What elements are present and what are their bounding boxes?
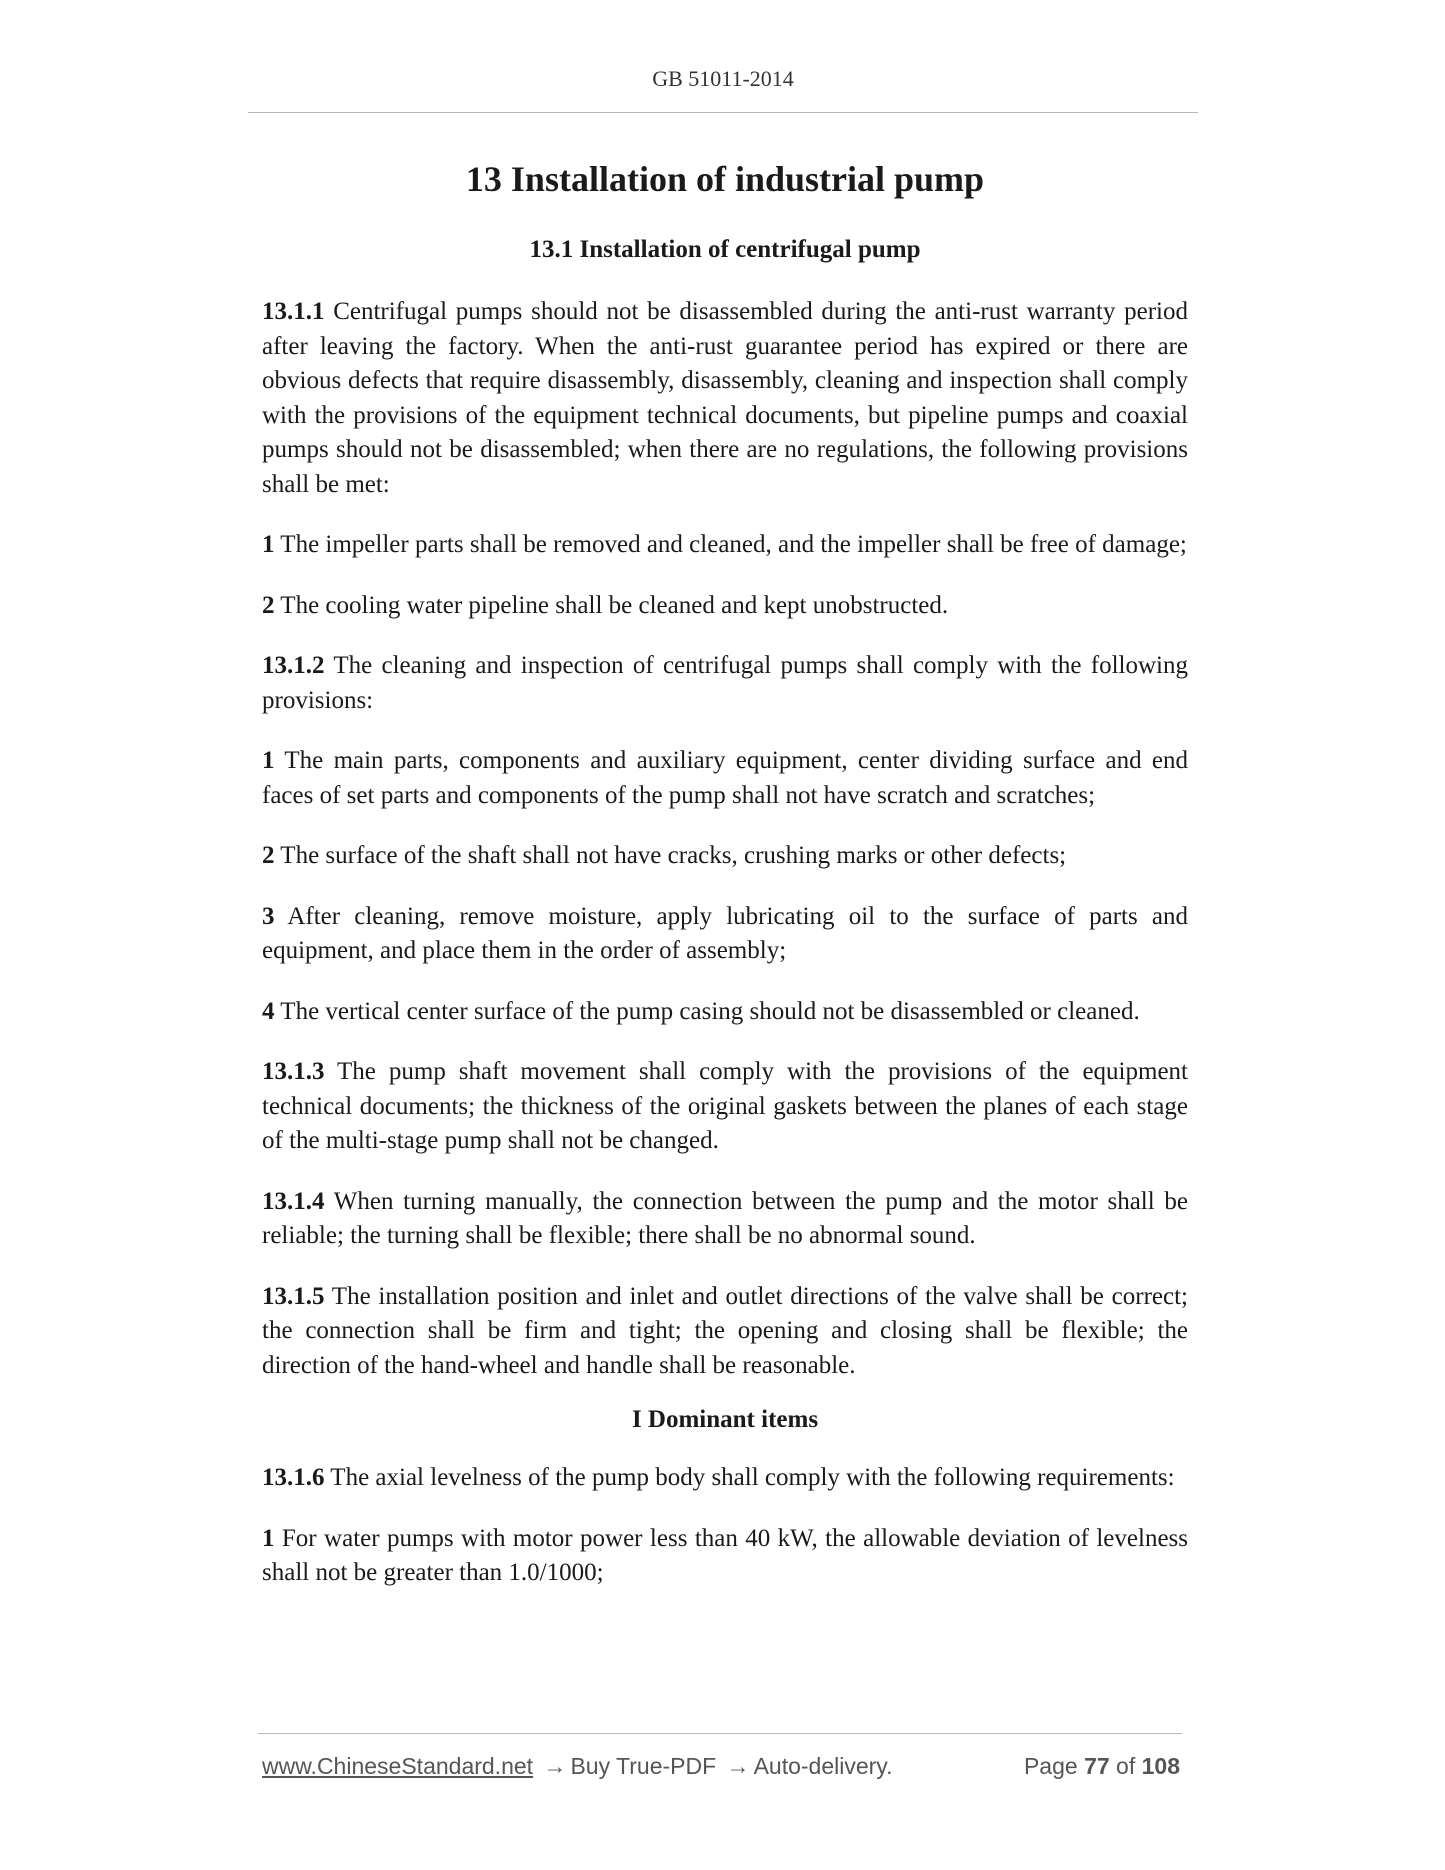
item-number: 1 xyxy=(262,747,275,775)
clause-paragraph xyxy=(262,649,1188,718)
clause-paragraph xyxy=(262,295,1188,502)
item-number: 1 xyxy=(262,1524,275,1552)
item-number: 2 xyxy=(262,842,275,870)
clause-paragraph xyxy=(262,1461,1188,1496)
subheading-dominant-items: I Dominant items xyxy=(631,1406,819,1434)
item-text: The surface of the shaft shall not have cracks, crushing marks or other defects; xyxy=(274,842,1067,870)
list-item xyxy=(262,839,1188,874)
clause-paragraph xyxy=(262,1055,1188,1159)
clause-paragraph xyxy=(262,1280,1188,1384)
item-text: The cooling water pipeline shall be cleaned and kept unobstructed. xyxy=(274,591,949,619)
clause-text: The axial levelness of the pump body shall comply with the following requirements: xyxy=(324,1464,1175,1492)
clause-number: 13.1.3 xyxy=(262,1058,325,1086)
item-number: 1 xyxy=(262,531,275,559)
arrow-right-icon: → xyxy=(543,1753,567,1779)
website-link[interactable]: www.ChineseStandard.net xyxy=(262,1753,534,1779)
buy-pdf-text: Buy True-PDF xyxy=(570,1753,717,1779)
item-number: 4 xyxy=(262,997,275,1025)
clause-text: The installation position and inlet and outlet directions of the valve shall be correct; the connection shall be firm and tight; the opening and closing shall be flexible; the direction of the hand-wheel and handle shall be reasonable. xyxy=(262,1282,1188,1379)
list-item xyxy=(262,744,1188,813)
header-divider xyxy=(248,112,1198,113)
clause-text: The cleaning and inspection of centrifugal pumps shall comply with the following provisions: xyxy=(262,652,1188,714)
clause-number: 13.1.1 xyxy=(262,298,325,326)
of-label: of xyxy=(1116,1753,1136,1779)
item-text: The main parts, components and auxiliary equipment, center dividing surface and end faces of set parts and components of the pump shall not have scratch and scratches; xyxy=(262,747,1188,809)
footer-divider xyxy=(258,1733,1182,1734)
section-title: 13.1 Installation of centrifugal pump xyxy=(529,236,921,264)
item-number: 3 xyxy=(262,902,275,930)
clause-text: Centrifugal pumps should not be disassembled during the anti-rust warranty period after leaving the factory. When the anti-rust guarantee period has expired or there are obvious defects that require disassembly, disassembly, cleaning and inspection shall comply with the provisions of the equipment technical documents, but pipeline pumps and coaxial pumps should not be disassembled; when there are no regulations, the following provisions shall be met: xyxy=(262,298,1188,498)
clause-number: 13.1.2 xyxy=(262,652,325,680)
page-label: Page xyxy=(1023,1753,1078,1779)
clause-paragraph xyxy=(262,1185,1188,1254)
document-code-header: GB 51011-2014 xyxy=(652,66,794,91)
list-item xyxy=(262,1522,1188,1591)
arrow-right-icon: → xyxy=(726,1753,750,1779)
list-item xyxy=(262,995,1188,1030)
item-text: The impeller parts shall be removed and cleaned, and the impeller shall be free of damage; xyxy=(274,531,1187,559)
footer-links xyxy=(262,1753,892,1780)
clause-number: 13.1.6 xyxy=(262,1464,325,1492)
page-indicator xyxy=(1024,1753,1180,1780)
clause-text: When turning manually, the connection between the pump and the motor shall be reliable; the turning shall be flexible; there shall be no abnormal sound. xyxy=(262,1187,1188,1250)
chapter-title: 13 Installation of industrial pump xyxy=(465,159,985,199)
auto-delivery-text: Auto-delivery. xyxy=(753,1753,893,1779)
clause-text: The pump shaft movement shall comply with the provisions of the equipment technical documents; the thickness of the original gaskets between the planes of each stage of the multi-stage pump shall not be changed. xyxy=(262,1058,1188,1155)
item-text: For water pumps with motor power less than 40 kW, the allowable deviation of levelness shall not be greater than 1.0/1000; xyxy=(262,1524,1188,1587)
clause-number: 13.1.5 xyxy=(262,1282,325,1310)
list-item xyxy=(262,528,1188,563)
item-text: The vertical center surface of the pump casing should not be disassembled or cleaned. xyxy=(274,997,1140,1025)
list-item xyxy=(262,589,1188,624)
clause-number: 13.1.4 xyxy=(262,1187,325,1215)
item-number: 2 xyxy=(262,591,275,619)
list-item xyxy=(262,900,1188,969)
item-text: After cleaning, remove moisture, apply lubricating oil to the surface of parts and equipment, and place them in the order of assembly; xyxy=(262,902,1188,965)
total-pages-number: 108 xyxy=(1141,1753,1180,1779)
current-page-number: 77 xyxy=(1084,1753,1110,1779)
page-content xyxy=(262,148,1188,1591)
